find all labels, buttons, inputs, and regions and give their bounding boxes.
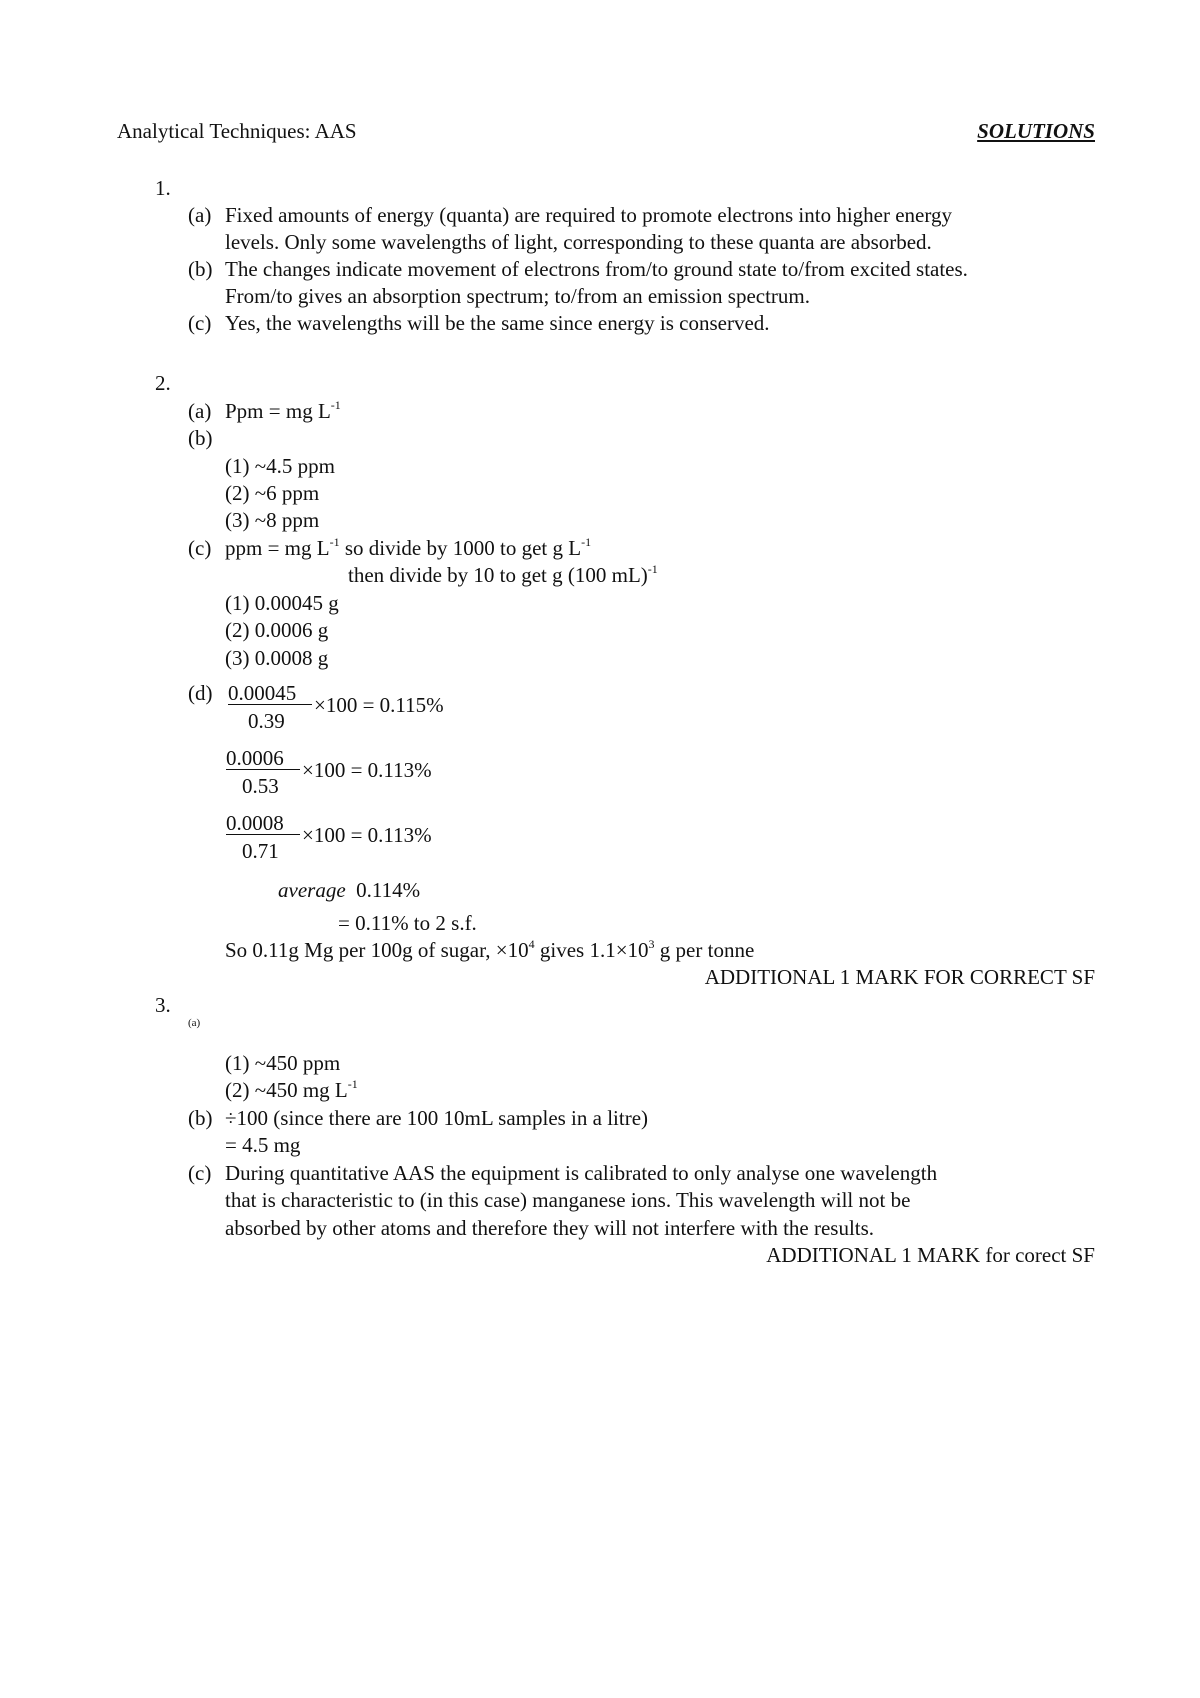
q1-a-line2: levels. Only some wavelengths of light, corresponding to these quanta are absorbed.: [225, 230, 932, 254]
q2-mark-note: ADDITIONAL 1 MARK FOR CORRECT SF: [704, 965, 1095, 989]
q3-b-line2: = 4.5 mg: [225, 1133, 301, 1157]
q2-c-line2: then divide by 10 to get g (100 mL)$^{-1}$: [348, 562, 658, 587]
q3-b-line1: ÷100 (since there are 100 10mL samples in a litre): [225, 1106, 649, 1130]
q2-b-item-2: (2) ~6 ppm: [225, 481, 320, 505]
fraction-1-numerator: 0.00045: [228, 681, 297, 705]
q3-c-label: (c): [188, 1161, 212, 1185]
q1-c-label: (c): [188, 311, 212, 335]
q2-c-item-3: (3) 0.0008 g: [225, 646, 329, 670]
q3-b-label: (b): [188, 1106, 213, 1130]
q3-a-item-2: (2) ~450 mg $L^{-1}$: [225, 1077, 358, 1102]
q1-a-label: (a): [188, 203, 212, 227]
q2-d-label: (d): [188, 681, 213, 705]
q2-c-label: (c): [188, 536, 212, 560]
q3-a-label: (a): [188, 1017, 201, 1029]
q3-a-item-1: (1) ~450 ppm: [225, 1051, 341, 1075]
q2-c-item-1: (1) 0.00045 g: [225, 591, 339, 615]
per-tonne-line: So 0.11g Mg per 100g of sugar, $\times 10^4$ gives $1.1\times 10^3$ g per tonne: [225, 937, 755, 962]
q2-c-line1: ppm = mg $L^{-1}$ so divide by 1000 to get g $L^{-1}$: [225, 535, 592, 560]
q2-a-label: (a): [188, 399, 212, 423]
q2-b-item-3: (3) ~8 ppm: [225, 508, 320, 532]
q2-c-item-2: (2) 0.0006 g: [225, 618, 329, 642]
fraction-2-result: ×100 = 0.113%: [302, 758, 432, 782]
q1-b-label: (b): [188, 257, 213, 281]
fraction-3-denominator: 0.71: [242, 839, 279, 863]
fraction-2-numerator: 0.0006: [226, 746, 284, 770]
fraction-3-result: ×100 = 0.113%: [302, 823, 432, 847]
q3-c-line2: that is characteristic to (in this case) manganese ions. This wavelength will not be: [225, 1188, 911, 1212]
q1-a-line1: Fixed amounts of energy (quanta) are required to promote electrons into higher energy: [225, 203, 952, 227]
question-1-number: 1.: [155, 176, 171, 200]
q2-b-item-1: (1) ~4.5 ppm: [225, 454, 335, 478]
q2-b-label: (b): [188, 426, 213, 450]
q1-c-line1: Yes, the wavelengths will be the same since energy is conserved.: [225, 311, 770, 335]
question-2-number: 2.: [155, 371, 171, 395]
sig-fig-line: = 0.11% to 2 s.f.: [338, 911, 477, 935]
fraction-3-bar: [226, 834, 300, 835]
document-title: Analytical Techniques: AAS: [117, 119, 357, 143]
fraction-1-bar: [228, 704, 312, 705]
solutions-heading: SOLUTIONS: [977, 119, 1095, 143]
average-line: average 0.114%: [278, 878, 421, 902]
q3-mark-note: ADDITIONAL 1 MARK for corect SF: [766, 1243, 1095, 1267]
fraction-2-denominator: 0.53: [242, 774, 279, 798]
q1-b-line1: The changes indicate movement of electrons from/to ground state to/from excited states.: [225, 257, 968, 281]
q3-c-line3: absorbed by other atoms and therefore they will not interfere with the results.: [225, 1216, 875, 1240]
q3-c-line1: During quantitative AAS the equipment is calibrated to only analyse one wavelength: [225, 1161, 938, 1185]
fraction-1-denominator: 0.39: [248, 709, 285, 733]
fraction-1-result: ×100 = 0.115%: [314, 693, 444, 717]
q1-b-line2: From/to gives an absorption spectrum; to/from an emission spectrum.: [225, 284, 810, 308]
q2-a-text: Ppm = mg $L^{-1}$: [225, 398, 341, 423]
fraction-2-bar: [226, 769, 300, 770]
question-3-number: 3.: [155, 993, 171, 1017]
fraction-3-numerator: 0.0008: [226, 811, 284, 835]
